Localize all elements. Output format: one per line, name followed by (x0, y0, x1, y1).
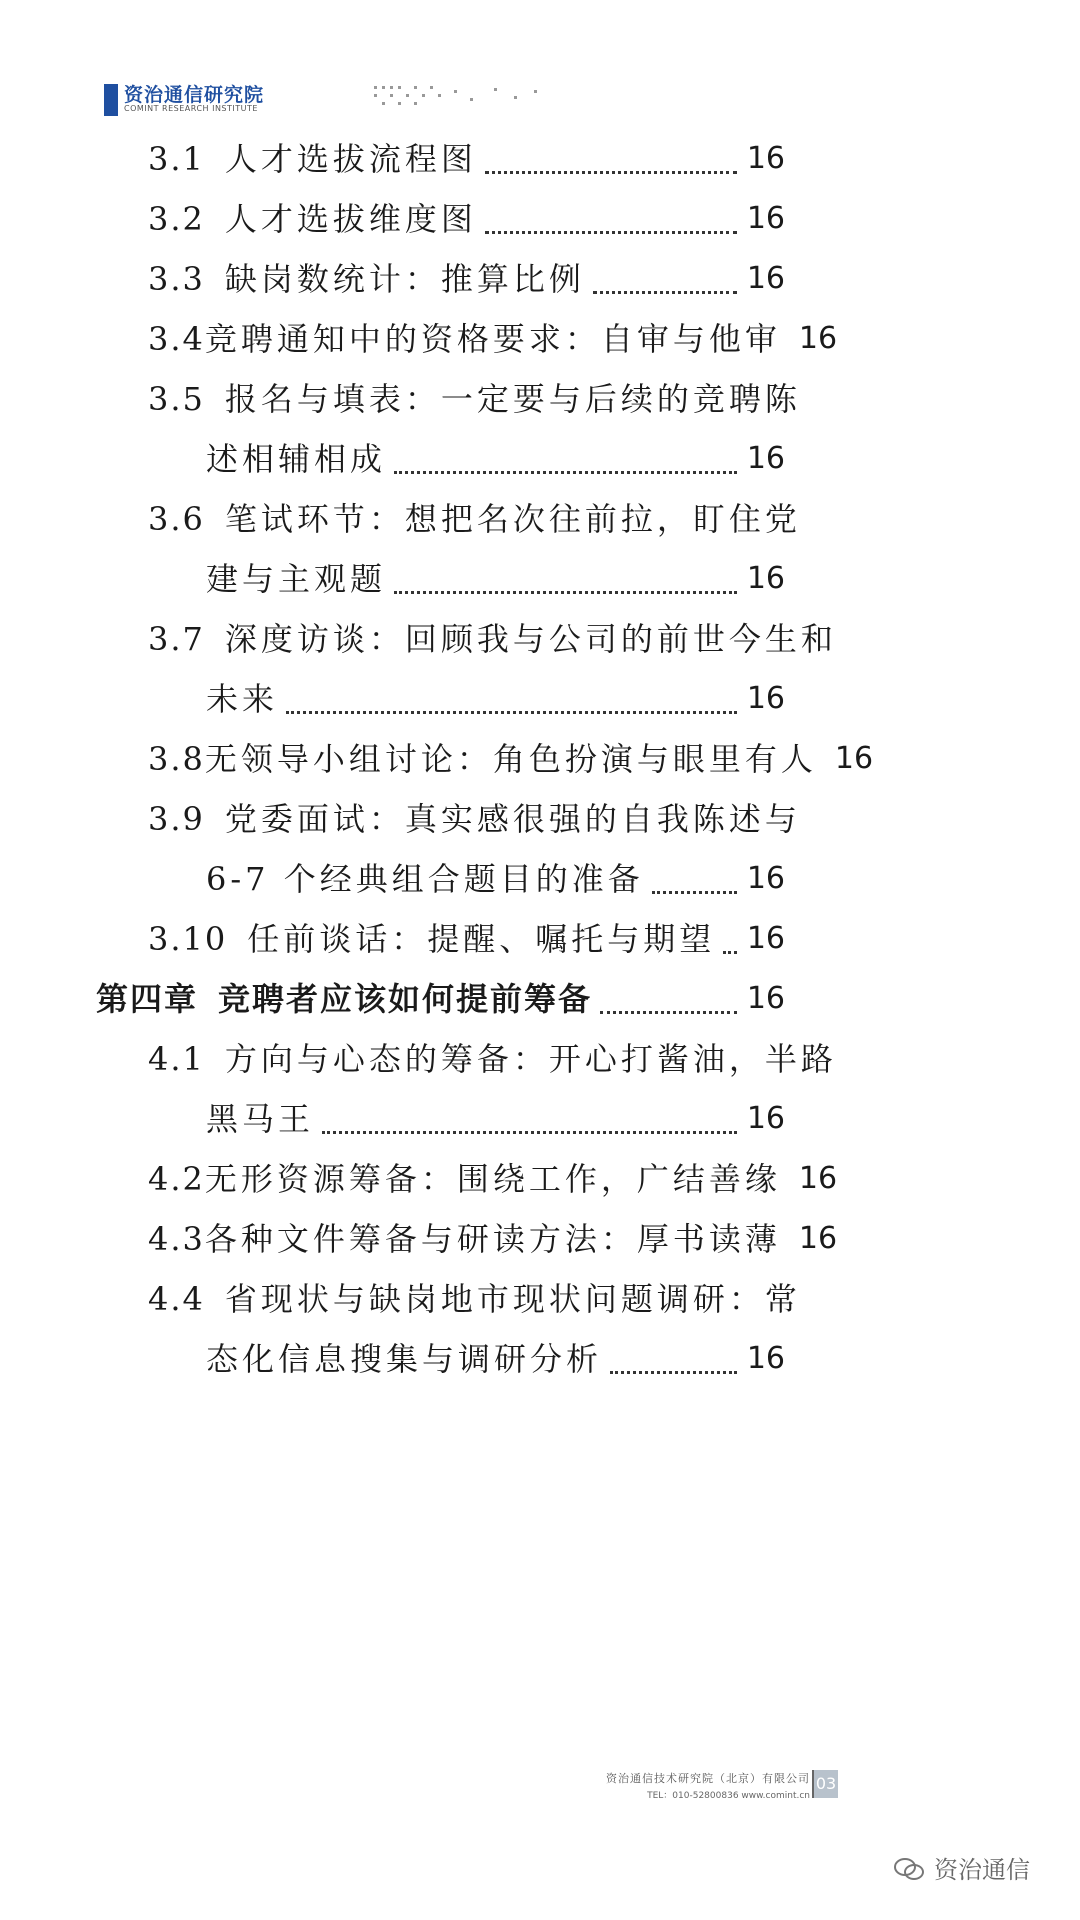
watermark-text: 资治通信 (934, 1856, 1030, 1884)
toc-entry[interactable] (206, 1092, 785, 1146)
toc-page-number: 16 (746, 141, 785, 176)
toc-entry[interactable] (206, 672, 785, 726)
toc-entry-number: 3.9 (148, 800, 205, 838)
toc-entry-number: 第四章 (96, 980, 199, 1018)
toc-entry-heading (148, 1272, 801, 1326)
toc-entry-heading (148, 612, 837, 666)
page-number: 03 (812, 1770, 838, 1798)
toc-entry-text: 无领导小组讨论：角色扮演与眼里有人 (204, 740, 817, 778)
logo-english: COMINT RESEARCH INSTITUTE (124, 104, 258, 113)
toc-entry[interactable] (148, 732, 874, 786)
toc-entry-number: 3.7 (148, 620, 205, 658)
toc-entry-heading (148, 492, 801, 546)
toc-page-number: 16 (798, 1161, 838, 1196)
toc-entry-text: 笔试环节：想把名次往前拉，盯住党 (224, 500, 801, 538)
toc-entry-text: 人才选拔流程图 (224, 140, 477, 178)
toc-entry-text: 报名与填表：一定要与后续的竞聘陈 (224, 380, 801, 418)
toc-entry-number: 4.3 (148, 1220, 205, 1258)
logo-chinese: 资治通信研究院 (124, 84, 265, 106)
wechat-icon (894, 1856, 924, 1880)
toc-entry[interactable] (206, 552, 785, 606)
toc-entry-number: 3.3 (148, 260, 205, 298)
toc-entry-text: 各种文件筹备与研读方法：厚书读薄 (204, 1220, 781, 1258)
toc-page-number: 16 (746, 921, 785, 956)
page-footer (606, 1770, 810, 1801)
toc-entry-continuation: 建与主观题 (206, 560, 387, 598)
toc-page-number: 16 (746, 681, 785, 716)
toc-page-number: 16 (798, 1221, 838, 1256)
toc-entry[interactable] (206, 432, 785, 486)
wechat-watermark (894, 1850, 1030, 1885)
toc-entry-continuation: 态化信息搜集与调研分析 (206, 1340, 603, 1378)
toc-entry[interactable] (148, 312, 838, 366)
toc-leader (485, 230, 737, 234)
toc-page-number: 16 (746, 201, 785, 236)
toc-entry-number: 4.2 (148, 1160, 205, 1198)
toc-leader (723, 950, 737, 954)
toc-leader (593, 290, 737, 294)
toc-page-number: 16 (746, 441, 785, 476)
toc-entry-continuation: 未来 (206, 680, 279, 718)
toc-entry-text: 竞聘者应该如何提前筹备 (218, 980, 593, 1018)
toc-page-number: 16 (798, 321, 838, 356)
logo-dot-pattern (374, 86, 544, 110)
toc-page-number: 16 (834, 741, 874, 776)
toc-entry-number: 3.2 (148, 200, 205, 238)
toc-entry-text: 竞聘通知中的资格要求：自审与他审 (204, 320, 781, 358)
toc-entry-number: 4.1 (148, 1040, 205, 1078)
toc-leader (322, 1130, 737, 1134)
page-header (104, 80, 464, 120)
toc-entry-number: 3.5 (148, 380, 205, 418)
toc-page-number: 16 (746, 1341, 785, 1376)
toc-entry[interactable] (148, 1212, 838, 1266)
toc-entry-heading (148, 372, 801, 426)
toc-entry-text: 任前谈话：提醒、嘱托与期望 (247, 920, 716, 958)
toc-leader (485, 170, 737, 174)
toc-entry-text: 人才选拔维度图 (224, 200, 477, 238)
toc-entry[interactable] (148, 192, 785, 246)
toc-entry-text: 缺岗数统计：推算比例 (224, 260, 585, 298)
toc-entry[interactable] (148, 1152, 838, 1206)
logo-mark (104, 84, 118, 116)
toc-entry-number: 3.10 (148, 920, 228, 958)
toc-entry-continuation: 6-7 个经典组合题目的准备 (206, 860, 644, 898)
toc-page-number: 16 (746, 1101, 785, 1136)
toc-entry-text: 无形资源筹备：围绕工作，广结善缘 (204, 1160, 781, 1198)
toc-entry-number: 3.1 (148, 140, 205, 178)
toc-entry-text: 省现状与缺岗地市现状问题调研：常 (224, 1280, 801, 1318)
toc-leader (600, 1010, 737, 1014)
toc-entry-continuation: 述相辅相成 (206, 440, 387, 478)
toc-entry-text: 党委面试：真实感很强的自我陈述与 (224, 800, 801, 838)
toc-page-number: 16 (746, 981, 785, 1016)
toc-entry-heading (148, 792, 801, 846)
toc-page-number: 16 (746, 861, 785, 896)
toc-entry-heading (148, 1032, 837, 1086)
footer-contact: TEL：010-52800836 www.comint.cn (647, 1791, 810, 1801)
toc-entry-continuation: 黑马王 (206, 1100, 315, 1138)
toc-entry[interactable] (148, 252, 785, 306)
toc-entry-number: 3.8 (148, 740, 205, 778)
toc-entry-number: 4.4 (148, 1280, 205, 1318)
toc-entry-text: 方向与心态的筹备：开心打酱油，半路 (224, 1040, 837, 1078)
toc-leader (394, 470, 737, 474)
toc-entry[interactable] (148, 132, 785, 186)
toc-leader (652, 890, 737, 894)
toc-entry-number: 3.6 (148, 500, 205, 538)
toc-page-number: 16 (746, 561, 785, 596)
toc-entry[interactable] (206, 852, 785, 906)
footer-company: 资治通信技术研究院（北京）有限公司 (606, 1772, 810, 1785)
toc-entry[interactable] (148, 912, 785, 966)
toc-entry-text: 深度访谈：回顾我与公司的前世今生和 (224, 620, 837, 658)
toc-leader (610, 1370, 737, 1374)
toc-page-number: 16 (746, 261, 785, 296)
toc-chapter-entry[interactable] (96, 972, 785, 1026)
toc-entry[interactable] (206, 1332, 785, 1386)
toc-entry-number: 3.4 (148, 320, 205, 358)
toc-leader (394, 590, 737, 594)
toc-leader (286, 710, 737, 714)
